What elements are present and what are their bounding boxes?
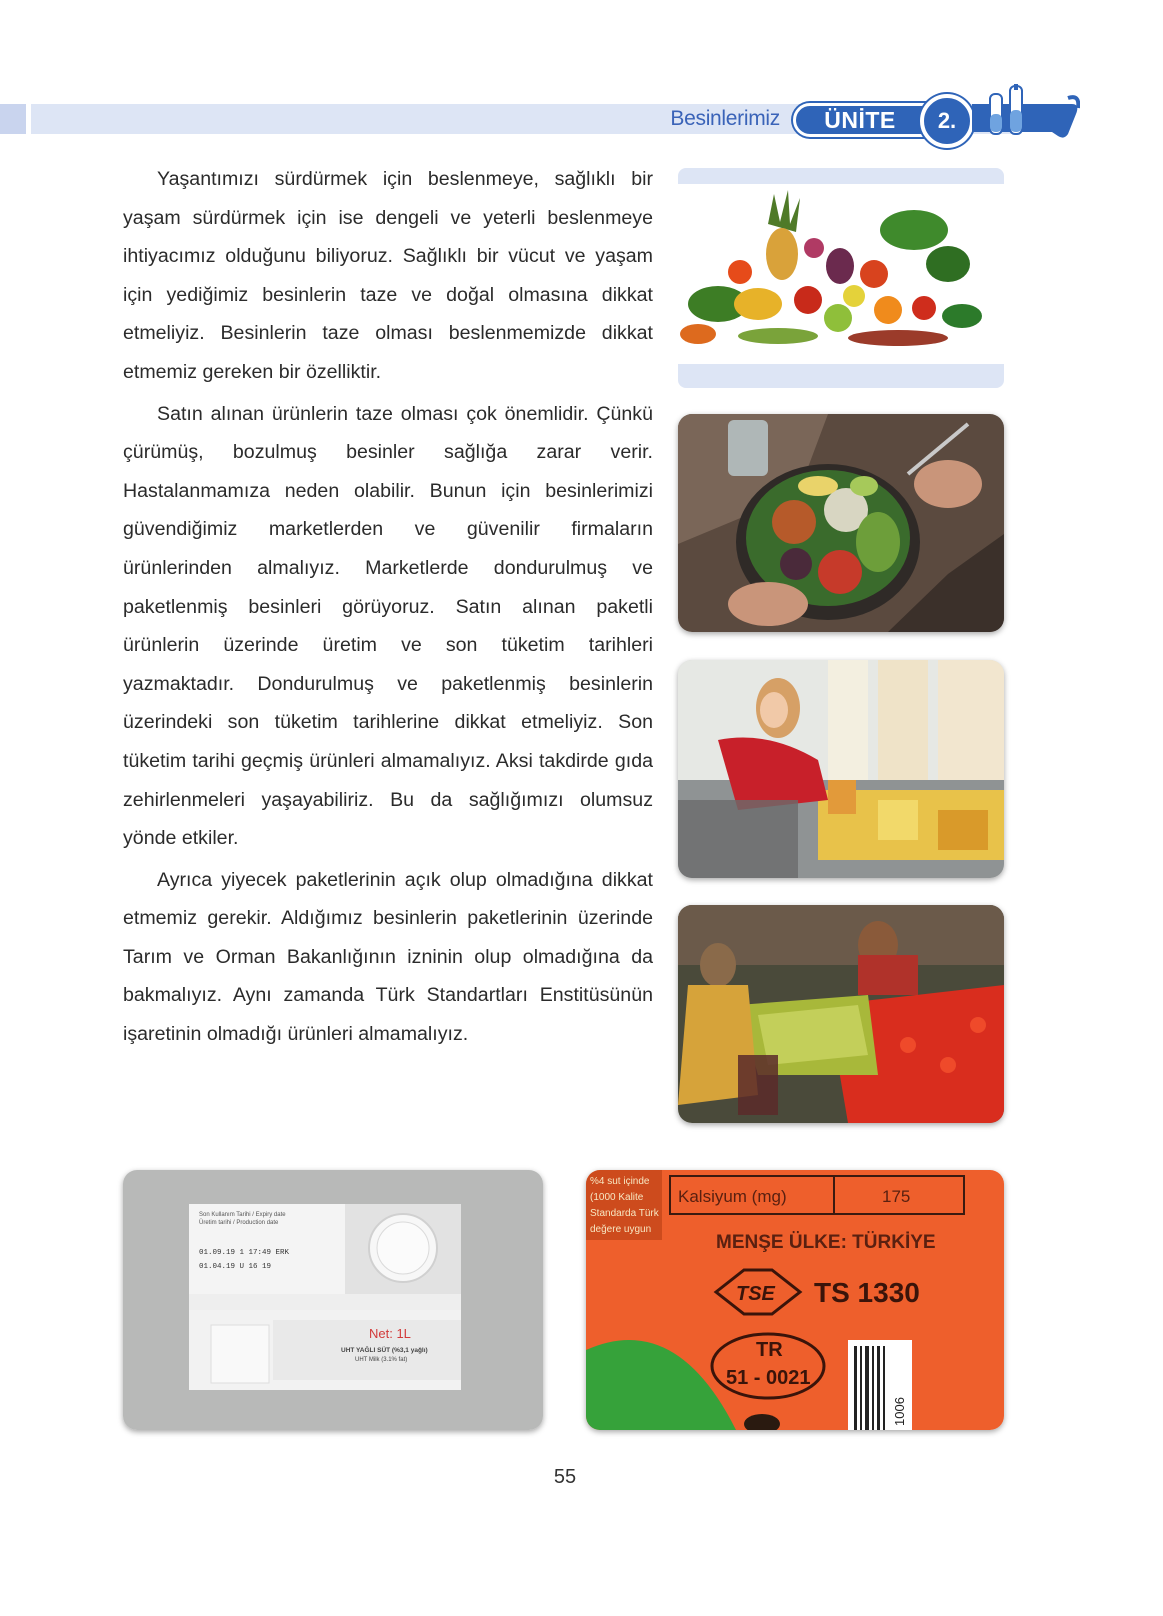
body-text (123, 160, 653, 1054)
calcium-label: Kalsiyum (mg) (678, 1187, 787, 1206)
side-text-line-1: %4 sut içinde (590, 1176, 650, 1187)
production-date-print: 01.04.19 U 16 19 (199, 1263, 272, 1271)
tse-logo-text: TSE (736, 1283, 775, 1305)
page-number: 55 (553, 1466, 577, 1488)
paragraph-freshness: Yaşantımızı sürdürmek için beslenmeye, sağlıklı bir yaşam sürdürmek için ise dengeli ve yeterli beslenmeye ihtiyacımız olduğunu biliyoruz. Sağlıklı bir vücut ve yaşam için yediğimiz besinlerin taze ve doğal olmasına dikkat etmeliyiz. Besinlerin taze olması beslenmemizde dikkat etmemiz gereken bir özelliktir. (123, 168, 653, 383)
milk-carton-expiry-photo (123, 1170, 543, 1430)
calcium-value: 175 (882, 1187, 911, 1206)
barcode-digits: 1006 (892, 1397, 907, 1426)
paragraph-expiry: Satın alınan ürünlerin taze olması çok önemlidir. Çünkü çürümüş, bozulmuş besinler sağlığa zarar verir. Hastalanmamıza neden olabilir. Bunun için besinlerimizi güvendiğimiz marketlerden ve güvenilir firmaların ürünlerinden almalıyız. Marketlerde dondurulmuş ve paketlenmiş besinleri görüyoruz. Satın alınan paketli ürünlerin üzerinde üretim ve son tüketim tarihleri yazmaktadır. Dondurulmuş ve paketlenmiş besinlerin üzerindeki son tüketim tarihlerine dikkat etmeliyiz. Son tüketim tarihi geçmiş ürünleri almamalıyız. Aksi takdirde gıda zehirlenmeleri yaşayabiliriz. Bu da sağlığımızı olumsuz yönde etkiler. (123, 402, 653, 850)
product-name-en: UHT Milk (3.1% fat) (355, 1357, 408, 1363)
side-text-line-4: değere uygun (590, 1224, 652, 1235)
vegetables-fruits-image (678, 184, 1004, 364)
frame-bottom-band (678, 364, 1004, 388)
section-title: Besinlerimiz (670, 107, 780, 130)
market-stall-image (678, 905, 1004, 1123)
test-tube-ribbon-icon (972, 84, 1080, 142)
vegetables-image-frame (678, 168, 1004, 388)
header-band-gap (26, 104, 31, 134)
side-text-line-2: (1000 Kalite (590, 1192, 644, 1203)
unit-number-badge (920, 94, 974, 148)
unit-badge (793, 103, 927, 137)
barcode-icon (848, 1340, 912, 1430)
standard-number: TS 1330 (814, 1277, 920, 1308)
product-name-tr: UHT YAĞLI SÜT (%3,1 yağlı) (341, 1347, 428, 1354)
production-date-heading: Üretim tarihi / Production date (199, 1220, 279, 1226)
expiry-date-print: 01.09.19 1 17:49 ERK (199, 1249, 290, 1257)
origin-country: MENŞE ÜLKE: TÜRKİYE (716, 1232, 936, 1253)
unit-number: 2. (937, 108, 957, 133)
packaging-label-photo (586, 1170, 1004, 1430)
salad-bowl-image (678, 414, 1004, 632)
approval-country: TR (756, 1339, 783, 1361)
side-text-line-3: Standarda Türk (590, 1208, 659, 1219)
unit-label: ÜNİTE (824, 107, 896, 133)
frame-top-band (678, 168, 1004, 184)
paragraph-packaging: Ayrıca yiyecek paketlerinin açık olup olmadığına dikkat etmemiz gerekir. Aldığımız besinlerin paketlerinin üzerinde Tarım ve Orman Bakanlığının izninin olup olmadığına da bakmalıyız. Aynı zamanda Türk Standartları Enstitüsünün işaretinin olmadığı ürünleri almamalıyız. (123, 868, 653, 1046)
expiry-date-heading: Son Kullanım Tarihi / Expiry date (199, 1212, 286, 1218)
supermarket-shopper-image (678, 660, 1004, 878)
header-band-left-tab (0, 104, 26, 134)
approval-code: 51 - 0021 (726, 1367, 811, 1389)
net-volume-label: Net: 1L (369, 1326, 411, 1341)
